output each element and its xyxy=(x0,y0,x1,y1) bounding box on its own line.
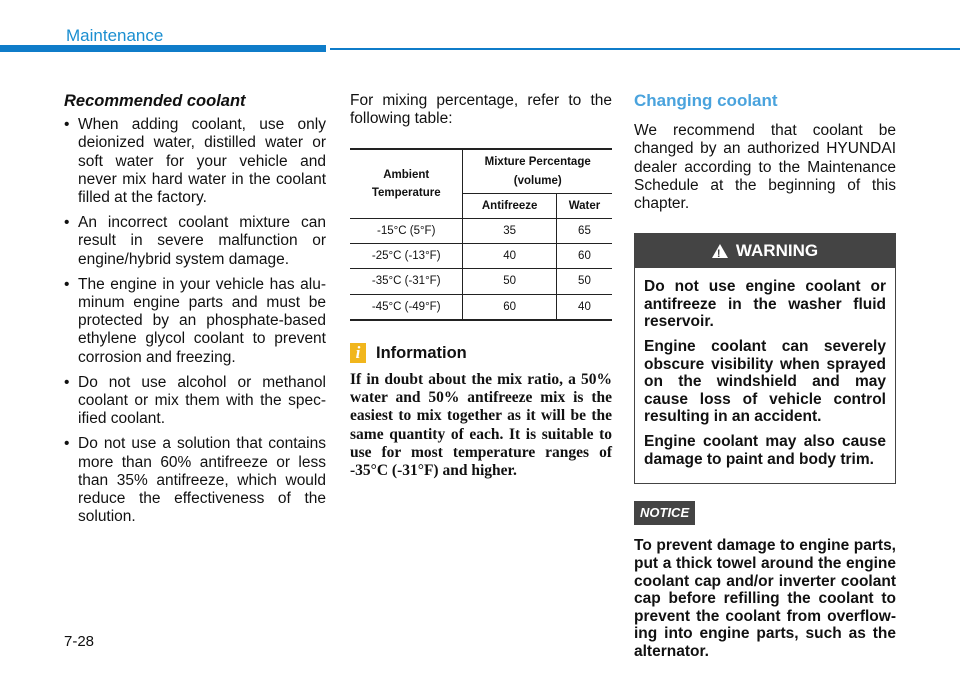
cell-temperature: -15°C (5°F) xyxy=(350,219,463,244)
notice-text: To prevent damage to engine parts, put a thick towel around the engine coolant cap and/or inverter coolant cap before refilling the coolant to prevent the coolant from overflow-ing into engine parts, such as the alternator. xyxy=(634,537,896,660)
header-water: Water xyxy=(556,193,612,218)
warning-label: WARNING xyxy=(735,241,819,261)
table-row xyxy=(350,269,612,294)
cell-temperature: -25°C (-13°F) xyxy=(350,244,463,269)
header-antifreeze: Antifreeze xyxy=(463,193,556,218)
cell-antifreeze: 40 xyxy=(463,244,556,269)
information-text: If in doubt about the mix ratio, a 50% water and 50% antifreeze mix is the easiest to mix together as it will be the same quantity of each. It is suitable to use for most temperature ranges of -35°C (-31°F) and higher. xyxy=(350,370,612,480)
warning-header xyxy=(635,234,895,268)
cell-water: 40 xyxy=(556,294,612,320)
info-icon: i xyxy=(350,343,366,363)
header-mixture-percentage: Mixture Percentage (volume) xyxy=(463,149,612,193)
bullet-item: • An incorrect coolant mixture can result in severe malfunction or engine/hybrid system damage. xyxy=(64,214,326,269)
header-rule-thin xyxy=(330,48,960,50)
cell-water: 50 xyxy=(556,269,612,294)
warning-paragraph: Do not use engine coolant or antifreeze in the washer fluid reservoir. xyxy=(644,278,886,331)
page-number: 7-28 xyxy=(64,633,95,650)
information-heading xyxy=(350,343,612,363)
cell-water: 65 xyxy=(556,219,612,244)
section-title: Maintenance xyxy=(66,26,164,45)
header-ambient-temperature: Ambient Temperature xyxy=(350,149,463,218)
column-left xyxy=(64,92,326,533)
warning-body xyxy=(635,268,895,483)
bullet-item: • Do not use alcohol or methanol coolant or mix them with the spec-ified coolant. xyxy=(64,374,326,429)
warning-paragraph: Engine coolant can severely obscure visibility when sprayed on the windshield and may cause loss of vehicle control resulting in an accident. xyxy=(644,338,886,426)
cell-antifreeze: 50 xyxy=(463,269,556,294)
table-row xyxy=(350,294,612,320)
notice-badge: NOTICE xyxy=(634,501,695,525)
column-right xyxy=(634,92,896,661)
warning-paragraph: Engine coolant may also cause damage to paint and body trim. xyxy=(644,432,886,468)
changing-coolant-heading: Changing coolant xyxy=(634,91,778,110)
bullet-item: • Do not use a solution that contains more than 60% antifreeze or less than 35% antifreeze, which would reduce the effectiveness of the solution. xyxy=(64,435,326,526)
cell-temperature: -35°C (-31°F) xyxy=(350,269,463,294)
coolant-bullet-list xyxy=(64,116,326,526)
warning-box xyxy=(634,233,896,484)
recommended-coolant-heading: Recommended coolant xyxy=(64,92,246,110)
table-intro: For mixing percentage, refer to the following table: xyxy=(350,92,612,128)
changing-coolant-text: We recommend that coolant be changed by an authorized HYUNDAI dealer according to the Maintenance Schedule at the beginning of this chapter. xyxy=(634,122,896,213)
bullet-item: • When adding coolant, use only deionized water, distilled water or soft water for your vehicle and never mix hard water in the coolant filled at the factory. xyxy=(64,116,326,207)
table-row xyxy=(350,244,612,269)
cell-temperature: -45°C (-49°F) xyxy=(350,294,463,320)
warning-triangle-icon xyxy=(712,244,728,258)
cell-antifreeze: 35 xyxy=(463,219,556,244)
column-middle xyxy=(350,92,612,481)
information-title: Information xyxy=(376,343,467,362)
table-row xyxy=(350,219,612,244)
cell-water: 60 xyxy=(556,244,612,269)
bullet-item: • The engine in your vehicle has alu-minum engine parts and must be protected by an phosphate-based ethylene glycol coolant to prevent corrosion and freezing. xyxy=(64,276,326,367)
mixture-table xyxy=(350,148,612,320)
cell-antifreeze: 60 xyxy=(463,294,556,320)
header-rule-thick xyxy=(0,45,326,52)
